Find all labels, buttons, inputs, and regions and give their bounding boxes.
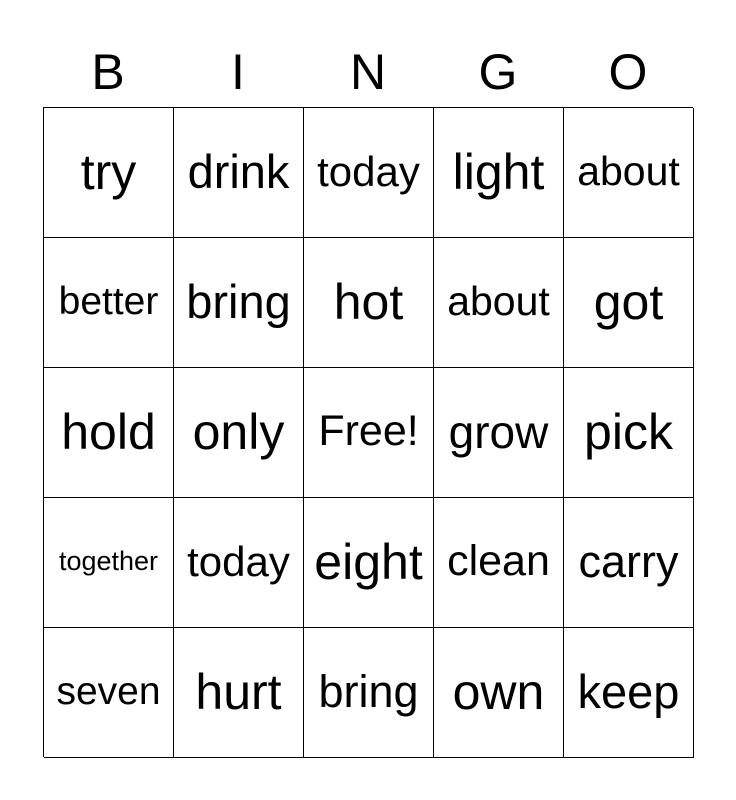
cell-word: carry [578,536,679,587]
bingo-cell[interactable] [434,368,564,498]
cell-word: keep [577,665,680,718]
cell-word: about [577,148,680,194]
bingo-board [43,107,693,757]
free-space-cell[interactable] [304,368,434,498]
cell-word: eight [314,533,423,590]
cell-word: today [187,537,290,585]
header-letter-o: O [608,44,648,100]
bingo-cell[interactable] [44,628,174,758]
cell-word: today [317,147,420,195]
cell-word: together [58,546,159,576]
bingo-header [43,40,693,104]
cell-word: hot [333,273,404,330]
bingo-cell[interactable] [304,108,434,238]
cell-word: got [593,273,664,330]
cell-word: drink [187,145,290,198]
bingo-cell[interactable] [304,498,434,628]
bingo-cell[interactable] [304,238,434,368]
bingo-cell[interactable] [434,108,564,238]
cell-word: pick [584,403,673,460]
bingo-cell[interactable] [174,238,304,368]
cell-word: bring [186,275,291,328]
cell-word: grow [448,405,549,458]
bingo-cell[interactable] [564,238,694,368]
bingo-cell[interactable] [44,498,174,628]
header-letter-b: B [91,44,125,100]
bingo-cell[interactable] [174,368,304,498]
cell-word: clean [447,537,550,585]
cell-word: hurt [195,663,282,720]
free-space-label: Free! [318,407,419,455]
bingo-cell[interactable] [564,368,694,498]
bingo-cell[interactable] [434,238,564,368]
cell-word: own [452,663,545,720]
bingo-cell[interactable] [564,628,694,758]
bingo-cell[interactable] [434,628,564,758]
bingo-cell[interactable] [174,108,304,238]
bingo-cell[interactable] [44,108,174,238]
bingo-cell[interactable] [44,368,174,498]
cell-word: try [80,143,137,200]
cell-word: bring [318,666,419,717]
cell-word: about [447,278,550,324]
header-letter-n: N [349,44,387,100]
bingo-cell[interactable] [434,498,564,628]
bingo-cell[interactable] [564,108,694,238]
bingo-cell[interactable] [564,498,694,628]
bingo-cell[interactable] [304,628,434,758]
cell-word: seven [56,670,161,713]
bingo-cell[interactable] [174,628,304,758]
cell-word: hold [61,403,156,460]
cell-word: light [452,143,545,200]
cell-word: only [192,403,285,460]
header-letter-g: G [478,44,518,100]
bingo-cell[interactable] [44,238,174,368]
cell-word: better [58,280,159,323]
header-letter-i: I [231,44,245,100]
bingo-cell[interactable] [174,498,304,628]
